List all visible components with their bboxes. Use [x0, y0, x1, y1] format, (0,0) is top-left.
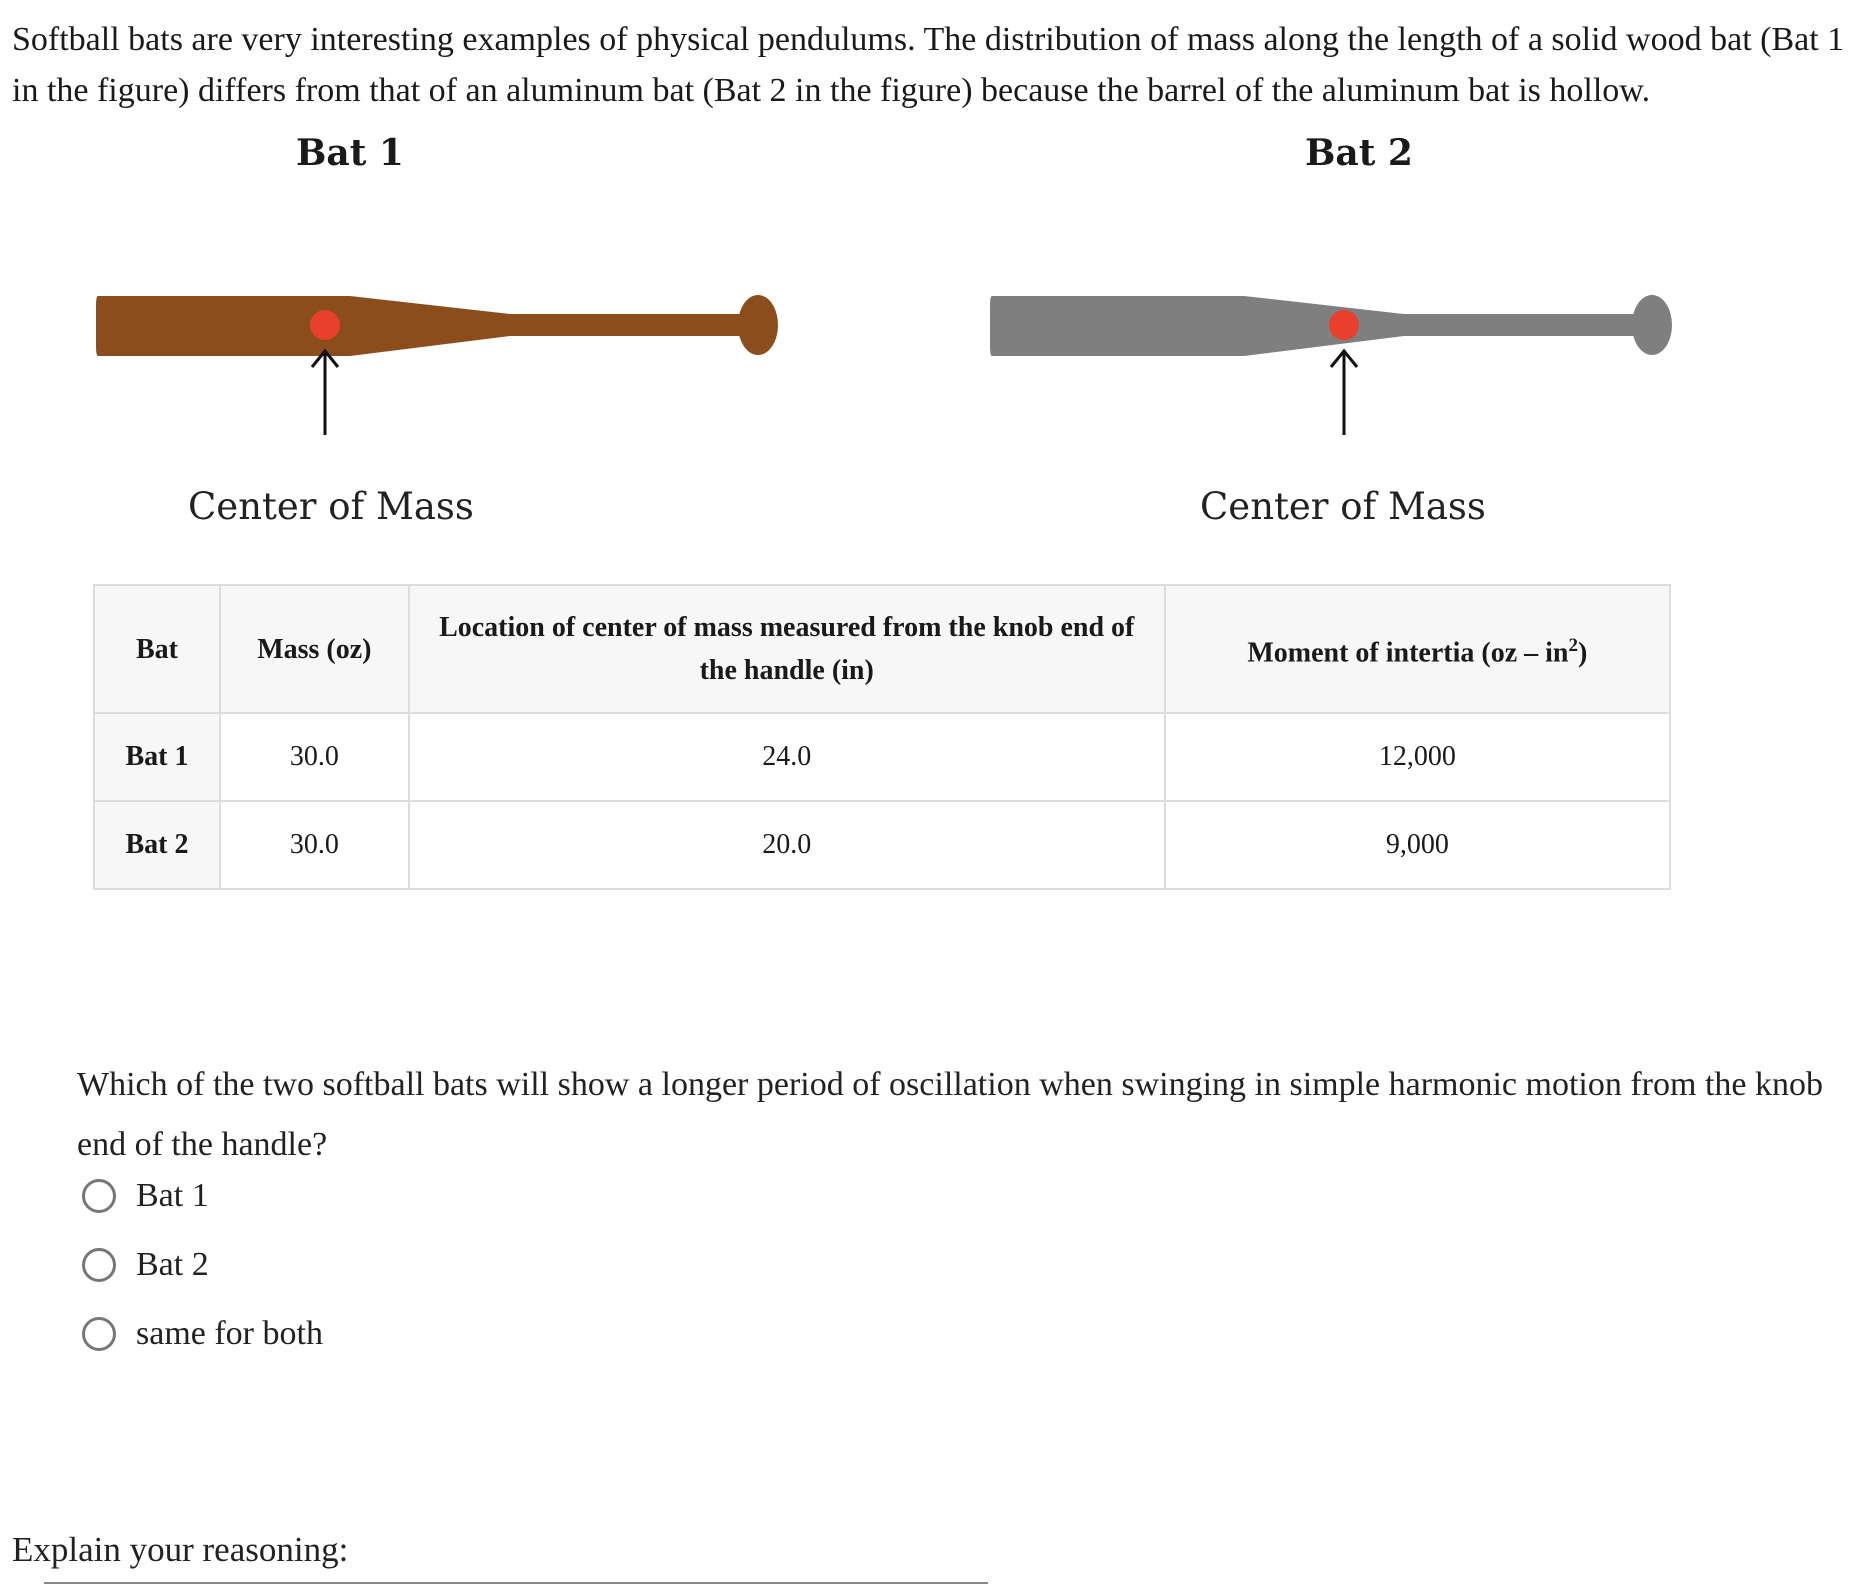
- choice-bat-1[interactable]: [82, 1177, 209, 1215]
- choice-label[interactable]: Bat 2: [136, 1246, 209, 1283]
- intro-paragraph: Softball bats are very interesting examples of physical pendulums. The distribution of mass along the length of a solid wood bat (Bat 1 in the figure) differs from that of an aluminum bat (Bat 2 in the figure) because the barrel of the aluminum bat is hollow.: [12, 21, 1845, 109]
- radio-button[interactable]: [82, 1317, 116, 1351]
- header-moment-text: Moment of intertia (oz – in: [1247, 637, 1569, 669]
- row-bat-name: Bat 1: [94, 713, 220, 801]
- choice-label[interactable]: same for both: [136, 1315, 323, 1352]
- bat2-body: [990, 296, 1642, 356]
- row-mass: 30.0: [220, 713, 409, 801]
- table-row: [94, 713, 1670, 801]
- row-com-location: 20.0: [409, 801, 1165, 889]
- choice-label[interactable]: Bat 1: [136, 1177, 209, 1214]
- bat2-com-dot: [1329, 310, 1359, 340]
- bat2-com-label: Center of Mass: [1200, 485, 1486, 528]
- bat2-knob: [1632, 295, 1672, 355]
- header-moment-close: ): [1577, 637, 1588, 669]
- bats-figure: [0, 120, 1876, 560]
- bat1-com-dot: [310, 310, 340, 340]
- choice-bat-2[interactable]: [82, 1246, 209, 1284]
- bat-data-table: [93, 584, 1671, 890]
- row-bat-name: Bat 2: [94, 801, 220, 889]
- bat2-illustration: [984, 280, 1684, 600]
- row-mass: 30.0: [220, 801, 409, 889]
- table-header-row: [94, 585, 1670, 713]
- row-moment: 9,000: [1165, 801, 1670, 889]
- header-moment: [1165, 585, 1670, 713]
- bat2-title: Bat 2: [1305, 132, 1413, 174]
- bat1-com-label: Center of Mass: [188, 485, 474, 528]
- bat1-knob: [738, 295, 778, 355]
- bat1-body: [96, 296, 748, 356]
- row-moment: 12,000: [1165, 713, 1670, 801]
- bat1-illustration: [90, 280, 790, 600]
- header-moment-sup: 2: [1568, 634, 1578, 656]
- header-com-location: Location of center of mass measured from the knob end of the handle (in): [409, 585, 1165, 713]
- radio-button[interactable]: [82, 1248, 116, 1282]
- question-text: Which of the two softball bats will show a longer period of oscillation when swinging in simple harmonic motion from the knob end of the handle?: [77, 1066, 1823, 1163]
- row-com-location: 24.0: [409, 713, 1165, 801]
- header-bat: Bat: [94, 585, 220, 713]
- choice-same-for-both[interactable]: [82, 1315, 323, 1353]
- table-row: [94, 801, 1670, 889]
- radio-button[interactable]: [82, 1179, 116, 1213]
- bat1-title: Bat 1: [296, 132, 404, 174]
- explain-label: Explain your reasoning:: [12, 1530, 349, 1569]
- header-mass: Mass (oz): [220, 585, 409, 713]
